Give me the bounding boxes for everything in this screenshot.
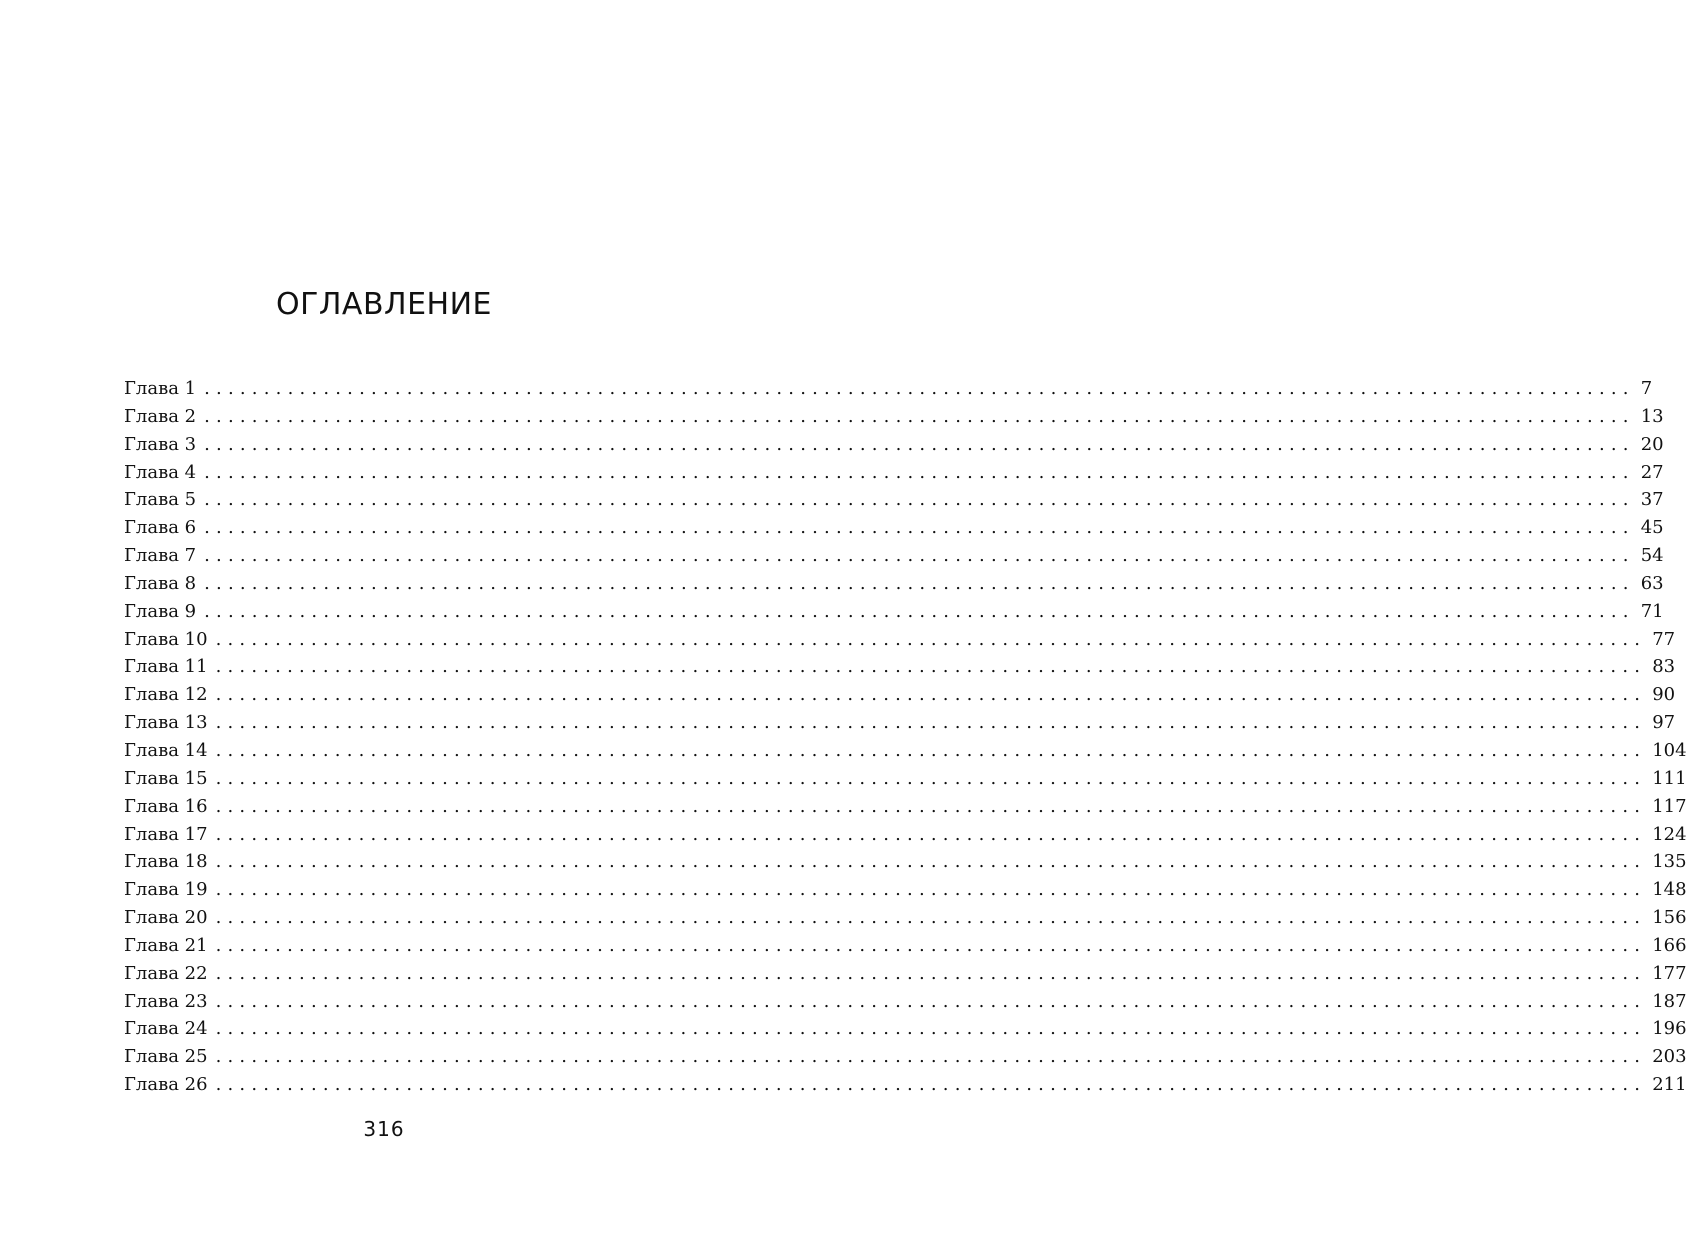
toc-dot-leader: ........................................................................................................................ bbox=[215, 656, 1647, 678]
toc-entry-label: Глава 18 bbox=[124, 851, 208, 873]
toc-entry bbox=[124, 988, 1687, 1016]
toc-entry-page: 27 bbox=[1640, 461, 1664, 483]
toc-entry-page: 20 bbox=[1640, 433, 1664, 455]
toc-dot-leader: ........................................................................................................................ bbox=[204, 545, 1635, 567]
toc-dot-leader: ........................................................................................................................ bbox=[215, 934, 1647, 956]
page-number: 316 bbox=[363, 1117, 405, 1141]
toc-entry bbox=[124, 821, 1687, 849]
toc-entry-label: Глава 26 bbox=[124, 1074, 208, 1096]
toc-entry bbox=[124, 542, 1664, 570]
toc-entry-label: Глава 12 bbox=[124, 684, 208, 706]
toc-entry-page: 104 bbox=[1652, 739, 1687, 761]
toc-dot-leader: ........................................................................................................................ bbox=[215, 879, 1647, 901]
toc-entry-page: 203 bbox=[1652, 1046, 1687, 1068]
table-of-contents bbox=[124, 375, 1687, 1099]
toc-entry-page: 13 bbox=[1640, 405, 1664, 427]
toc-dot-leader: ........................................................................................................................ bbox=[204, 461, 1635, 483]
toc-entry-page: 71 bbox=[1640, 600, 1664, 622]
toc-entry-page: 196 bbox=[1652, 1018, 1687, 1040]
toc-dot-leader: ........................................................................................................................ bbox=[215, 823, 1647, 845]
toc-entry-page: 90 bbox=[1652, 684, 1676, 706]
toc-dot-leader: ........................................................................................................................ bbox=[215, 990, 1647, 1012]
toc-entry-label: Глава 19 bbox=[124, 879, 208, 901]
toc-entry bbox=[124, 793, 1687, 821]
toc-dot-leader: ........................................................................................................................ bbox=[204, 433, 1635, 455]
toc-entry-label: Глава 20 bbox=[124, 907, 208, 929]
toc-entry bbox=[124, 709, 1676, 737]
toc-dot-leader: ........................................................................................................................ bbox=[204, 405, 1635, 427]
toc-dot-leader: ........................................................................................................................ bbox=[215, 712, 1647, 734]
toc-entry-page: 156 bbox=[1652, 907, 1687, 929]
toc-entry-page: 187 bbox=[1652, 990, 1687, 1012]
toc-entry-page: 37 bbox=[1640, 489, 1664, 511]
toc-entry-page: 97 bbox=[1652, 712, 1676, 734]
toc-entry-label: Глава 14 bbox=[124, 739, 208, 761]
toc-entry bbox=[124, 653, 1676, 681]
toc-entry-page: 177 bbox=[1652, 962, 1687, 984]
toc-dot-leader: ........................................................................................................................ bbox=[215, 907, 1647, 929]
toc-dot-leader: ........................................................................................................................ bbox=[215, 767, 1647, 789]
toc-entry-page: 63 bbox=[1640, 572, 1664, 594]
toc-entry-label: Глава 8 bbox=[124, 572, 197, 594]
toc-dot-leader: ........................................................................................................................ bbox=[215, 962, 1647, 984]
toc-entry-page: 54 bbox=[1640, 545, 1664, 567]
toc-entry-label: Глава 15 bbox=[124, 767, 208, 789]
toc-entry-page: 83 bbox=[1652, 656, 1676, 678]
toc-entry-page: 148 bbox=[1652, 879, 1687, 901]
toc-entry bbox=[124, 459, 1664, 487]
toc-dot-leader: ........................................................................................................................ bbox=[215, 684, 1647, 706]
toc-entry-label: Глава 25 bbox=[124, 1046, 208, 1068]
toc-entry-label: Глава 13 bbox=[124, 712, 208, 734]
toc-entry-label: Глава 17 bbox=[124, 823, 208, 845]
toc-entry-page: 117 bbox=[1652, 795, 1687, 817]
toc-entry-page: 211 bbox=[1652, 1074, 1687, 1096]
toc-entry bbox=[124, 626, 1676, 654]
toc-entry bbox=[124, 932, 1687, 960]
toc-entry-label: Глава 10 bbox=[124, 628, 208, 650]
toc-entry-label: Глава 21 bbox=[124, 934, 208, 956]
toc-dot-leader: ........................................................................................................................ bbox=[215, 628, 1647, 650]
toc-dot-leader: ........................................................................................................................ bbox=[215, 1018, 1647, 1040]
toc-entry bbox=[124, 486, 1664, 514]
toc-dot-leader: ........................................................................................................................ bbox=[215, 1074, 1647, 1096]
toc-dot-leader: ........................................................................................................................ bbox=[215, 739, 1647, 761]
toc-entry-page: 135 bbox=[1652, 851, 1687, 873]
toc-entry bbox=[124, 570, 1664, 598]
toc-entry-page: 124 bbox=[1652, 823, 1687, 845]
toc-entry-page: 111 bbox=[1652, 767, 1687, 789]
toc-entry bbox=[124, 403, 1664, 431]
toc-entry bbox=[124, 765, 1687, 793]
toc-dot-leader: ........................................................................................................................ bbox=[204, 600, 1635, 622]
toc-entry-page: 7 bbox=[1640, 378, 1653, 399]
toc-entry-label: Глава 24 bbox=[124, 1018, 208, 1040]
toc-entry-page: 77 bbox=[1652, 628, 1676, 650]
toc-dot-leader: ........................................................................................................................ bbox=[204, 572, 1635, 594]
toc-entry-label: Глава 7 bbox=[124, 545, 197, 567]
toc-entry-label: Глава 1 bbox=[124, 378, 197, 399]
toc-entry bbox=[124, 375, 1653, 403]
toc-entry bbox=[124, 737, 1687, 765]
toc-dot-leader: ........................................................................................................................ bbox=[204, 489, 1635, 511]
toc-entry bbox=[124, 876, 1687, 904]
toc-dot-leader: ........................................................................................................................ bbox=[215, 851, 1647, 873]
toc-entry-page: 166 bbox=[1652, 934, 1687, 956]
toc-entry bbox=[124, 598, 1664, 626]
toc-entry-label: Глава 6 bbox=[124, 517, 197, 539]
toc-dot-leader: ........................................................................................................................ bbox=[204, 517, 1635, 539]
toc-entry-label: Глава 9 bbox=[124, 600, 197, 622]
toc-entry-label: Глава 23 bbox=[124, 990, 208, 1012]
toc-entry bbox=[124, 1071, 1687, 1099]
toc-entry bbox=[124, 431, 1664, 459]
toc-dot-leader: ........................................................................................................................ bbox=[204, 378, 1635, 399]
toc-entry bbox=[124, 681, 1676, 709]
toc-entry-label: Глава 11 bbox=[124, 656, 208, 678]
toc-entry bbox=[124, 848, 1687, 876]
toc-entry-label: Глава 5 bbox=[124, 489, 197, 511]
toc-entry bbox=[124, 514, 1664, 542]
toc-entry-page: 45 bbox=[1640, 517, 1664, 539]
toc-entry-label: Глава 3 bbox=[124, 433, 197, 455]
toc-entry bbox=[124, 1043, 1687, 1071]
toc-entry bbox=[124, 1015, 1687, 1043]
toc-entry-label: Глава 22 bbox=[124, 962, 208, 984]
toc-dot-leader: ........................................................................................................................ bbox=[215, 1046, 1647, 1068]
toc-entry-label: Глава 16 bbox=[124, 795, 208, 817]
toc-entry-label: Глава 4 bbox=[124, 461, 197, 483]
toc-dot-leader: ........................................................................................................................ bbox=[215, 795, 1647, 817]
toc-entry bbox=[124, 960, 1687, 988]
toc-entry bbox=[124, 904, 1687, 932]
page-title: ОГЛАВЛЕНИЕ bbox=[275, 287, 493, 322]
toc-entry-label: Глава 2 bbox=[124, 405, 197, 427]
